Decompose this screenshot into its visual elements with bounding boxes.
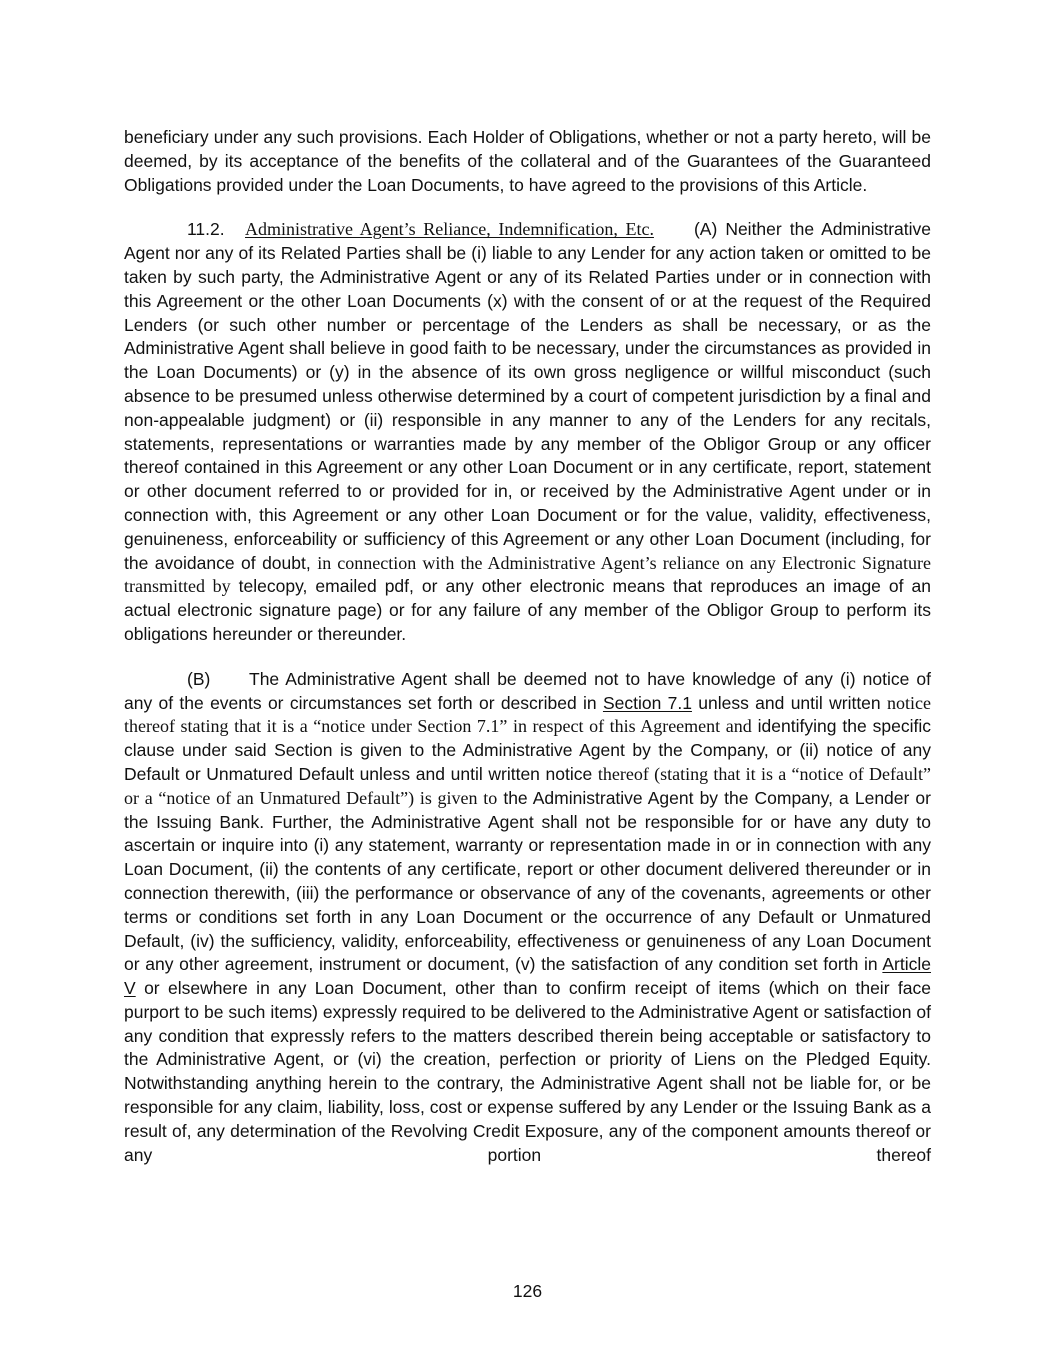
paragraph-text: Neither the Administrative Agent nor any of its Related Parties shall be (i) liable to any Lender for any action taken or omitted to be taken by such party, the Administrative Agent or any of its Related Parties under or in connection with this Agreement or the other Loan Documents (x) with the consent of or at the request of the Required Lenders (or such other number or percentage of the Lenders as shall be necessary, or as the Administrative Agent shall believe in good faith to be necessary, under the circumstances as provided in the Loan Documents) or (y) in the absence of its own gross negligence or willful misconduct (such absence to be presumed unless otherwise determined by a court of competent jurisdiction by a final and non-appealable judgment) or (ii) responsible in any manner to any of the Lenders for any recitals, statements, representations or warranties made by any member of the Obligor Group or any officer thereof contained in this Agreement or any other Loan Document or in any certificate, report, statement or other document referred to or provided for in, or received by the Administrative Agent under or in connection with, this Agreement or any other Loan Document or for the value, validity, effectiveness, genuineness, enforceability or sufficiency of this Agreement or any other Loan Document (including, for the avoidance of doubt, [124,219,931,573]
paragraph-text: unless and until written [698,692,881,713]
section-title: Administrative Agent’s Reliance, Indemnification, Etc. [245,219,654,240]
page-number: 126 [512,1281,543,1301]
paragraph-label: (B) [187,668,211,689]
paragraph-text: the Administrative Agent by the Company, a Lender or the Issuing Bank. Further, the Administrative Agent shall not be responsible for or have any duty to ascertain or inquire into (i) any statement, warranty or representation made in or in connection with any Loan Document, (ii) the contents of any certificate, report or other document delivered thereunder or in connection therewith, (iii) the performance or observance of any of the covenants, agreements or other terms or conditions set forth in any Loan Document or the occurrence of any Default or Unmatured Default, (iv) the sufficiency, validity, enforceability, effectiveness or genuineness of any Loan Document or any other agreement, instrument or document, (v) the satisfaction of any condition set forth in [124,787,931,975]
paragraph-text: telecopy, emailed pdf, or any other electronic means that reproduces an image of an actual electronic signature page) or for any failure of any member of the Obligor Group to perform its obligations hereunder or thereunder. [124,576,931,644]
document-body [124,126,931,1167]
section-number: 11.2. [187,219,225,240]
paragraph-text: identifying the specific clause under said Section is given to the Administrative Agent by the Company, or (ii) notice of any Default or Unmatured Default unless and until written notice [124,716,931,784]
paragraph-text: The Administrative Agent shall be deemed not to have knowledge of any (i) notice of any of the events or circumstances set forth or described in [124,668,931,713]
paragraph-text-serif: thereof (stating that it is a “notice of Default” or a “notice of an Unmatured Default”) is given to [124,763,931,808]
section-7-1-reference: Section 7.1 [602,692,692,713]
section-11-2-paragraph-a [124,218,931,646]
paragraph-label: (A) [693,219,718,240]
paragraph-text-serif: notice thereof stating that it is a “notice under Section 7.1” in respect of this Agreement and [124,692,931,737]
article-v-reference: Article V [124,954,931,999]
paragraph-continuation [124,126,931,197]
section-11-2-paragraph-b [124,668,931,1168]
paragraph-text-serif: in connection with the Administrative Agent’s reliance on any Electronic Signature transmitted by [124,552,931,597]
paragraph-text: beneficiary under any such provisions. Each Holder of Obligations, whether or not a party hereto, will be deemed, by its acceptance of the benefits of the collateral and of the Guarantees of the Guaranteed Obligations provided under the Loan Documents, to have agreed to the provisions of this Article. [124,127,931,195]
paragraph-text: or elsewhere in any Loan Document, other than to confirm receipt of items (which on their face purport to be such items) expressly required to be delivered to the Administrative Agent or satisfaction of any condition that expressly refers to the matters described therein being acceptable or satisfactory to the Administrative Agent, or (vi) the creation, perfection or priority of Liens on the Pledged Equity. Notwithstanding anything herein to the contrary, the Administrative Agent shall not be liable for, or be responsible for any claim, liability, loss, cost or expense suffered by any Lender or the Issuing Bank as a result of, any determination of the Revolving Credit Exposure, any of the component amounts thereof or any portion thereof [124,978,931,1165]
